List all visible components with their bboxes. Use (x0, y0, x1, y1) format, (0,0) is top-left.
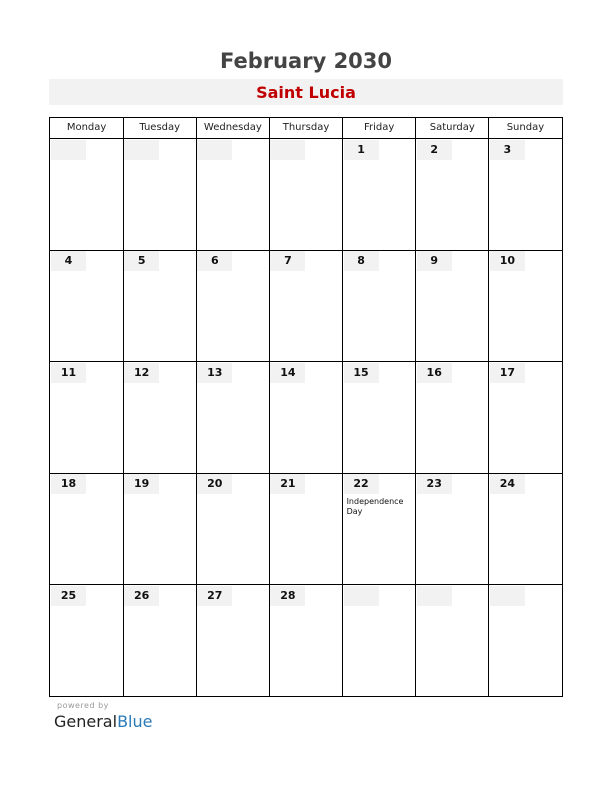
day-cell[interactable] (416, 139, 489, 250)
day-number-box (51, 474, 86, 494)
day-number-box (51, 363, 86, 383)
weekday-header-friday: Friday (363, 122, 395, 133)
day-number-box (490, 251, 525, 271)
day-cell[interactable] (343, 139, 416, 250)
day-number-box (197, 140, 232, 160)
day-number: 27 (207, 588, 223, 602)
day-number (490, 586, 525, 606)
day-number-box (197, 363, 232, 383)
day-number: 10 (499, 254, 515, 268)
day-cell[interactable] (343, 473, 416, 584)
day-number-box (124, 363, 159, 383)
day-cell[interactable] (416, 473, 489, 584)
day-number-box (490, 140, 525, 160)
day-number-box (51, 140, 86, 160)
day-cell[interactable] (489, 250, 562, 361)
day-number-box (417, 140, 452, 160)
holiday-label: Independence Day (346, 497, 404, 517)
day-number-box (344, 474, 379, 494)
day-cell[interactable] (123, 473, 196, 584)
day-number: 18 (60, 477, 77, 491)
day-number-box (270, 251, 305, 271)
day-cell[interactable] (269, 585, 342, 696)
day-number: 9 (430, 254, 439, 268)
day-number-box (417, 586, 452, 606)
brand-blue-text: Blue (117, 712, 153, 731)
weekday-header-thursday: Thursday (282, 122, 330, 133)
day-number: 19 (133, 477, 150, 491)
weekday-header-saturday: Saturday (429, 122, 475, 133)
day-number: 6 (210, 254, 219, 268)
day-number: 16 (426, 365, 442, 379)
day-cell[interactable] (196, 585, 269, 696)
day-number-box (270, 586, 305, 606)
day-cell[interactable] (416, 250, 489, 361)
day-number: 15 (353, 365, 369, 379)
calendar-grid (49, 117, 563, 697)
day-number-box (417, 363, 452, 383)
day-number: 14 (280, 365, 296, 379)
day-number-box (51, 251, 86, 271)
day-cell[interactable] (269, 250, 342, 361)
day-number (51, 140, 86, 160)
day-number: 4 (64, 254, 73, 268)
day-number-box (490, 586, 525, 606)
day-number-box (417, 474, 452, 494)
country-name: Saint Lucia (256, 83, 356, 102)
empty-day-cell (416, 585, 489, 696)
day-number: 1 (357, 143, 365, 156)
weekday-header-sunday: Sunday (506, 122, 545, 133)
day-number-box (344, 251, 379, 271)
day-number: 20 (207, 477, 223, 491)
page-title: February 2030 (219, 49, 393, 73)
empty-day-cell (196, 139, 269, 250)
day-number: 21 (280, 477, 296, 491)
day-cell[interactable] (489, 362, 562, 473)
day-number-box (344, 586, 379, 606)
day-cell[interactable] (50, 585, 123, 696)
day-number-box (197, 251, 232, 271)
day-number-box (124, 474, 159, 494)
day-number: 13 (207, 365, 223, 379)
empty-day-cell (269, 139, 342, 250)
day-number-box (51, 586, 86, 606)
day-cell[interactable] (50, 473, 123, 584)
powered-by-label: powered by (57, 701, 109, 710)
day-number-box (197, 586, 232, 606)
day-number-box (490, 363, 525, 383)
day-cell[interactable] (196, 362, 269, 473)
day-number-box (344, 140, 379, 160)
empty-day-cell (50, 139, 123, 250)
day-number-box (490, 474, 525, 494)
day-number-box (124, 140, 159, 160)
day-number: 2 (430, 143, 439, 156)
weekday-header-tuesday: Tuesday (139, 122, 181, 133)
generalblue-logo[interactable] (54, 712, 152, 732)
day-cell[interactable] (50, 250, 123, 361)
day-number: 8 (357, 254, 365, 268)
day-cell[interactable] (123, 362, 196, 473)
day-number-box (270, 363, 305, 383)
day-number: 5 (137, 254, 146, 268)
day-cell[interactable] (196, 250, 269, 361)
day-number: 28 (280, 588, 296, 602)
day-cell[interactable] (489, 139, 562, 250)
day-number (417, 586, 452, 606)
day-number (270, 140, 305, 160)
day-cell[interactable] (196, 473, 269, 584)
day-number (344, 586, 379, 606)
day-number-box (417, 251, 452, 271)
day-cell[interactable] (50, 362, 123, 473)
day-cell[interactable] (123, 250, 196, 361)
empty-day-cell (489, 585, 562, 696)
country-banner (49, 79, 563, 105)
day-number: 17 (499, 365, 515, 379)
day-cell[interactable] (123, 585, 196, 696)
day-number-box (270, 474, 305, 494)
empty-day-cell (343, 585, 416, 696)
day-number-box (344, 363, 379, 383)
day-cell[interactable] (343, 362, 416, 473)
day-number (197, 140, 232, 160)
brand-general-text: General (54, 712, 118, 731)
weekday-header-wednesday: Wednesday (203, 122, 262, 133)
day-cell[interactable] (269, 473, 342, 584)
day-cell[interactable] (489, 473, 562, 584)
empty-day-cell (123, 139, 196, 250)
day-number-box (124, 251, 159, 271)
day-number-box (197, 474, 232, 494)
day-number: 24 (499, 477, 515, 491)
day-number: 22 (353, 477, 369, 491)
day-number: 26 (133, 588, 150, 602)
day-number: 12 (133, 365, 150, 379)
day-cell[interactable] (343, 250, 416, 361)
day-number-box (270, 140, 305, 160)
day-number: 11 (60, 365, 77, 379)
day-number-box (124, 586, 159, 606)
day-cell[interactable] (269, 362, 342, 473)
day-number: 23 (426, 477, 442, 491)
weekday-header-monday: Monday (66, 122, 107, 133)
day-number: 7 (284, 254, 292, 268)
day-number: 3 (503, 143, 512, 156)
day-cell[interactable] (416, 362, 489, 473)
day-number: 25 (60, 588, 77, 602)
weekday-header-row (50, 118, 562, 139)
day-number (124, 140, 159, 160)
